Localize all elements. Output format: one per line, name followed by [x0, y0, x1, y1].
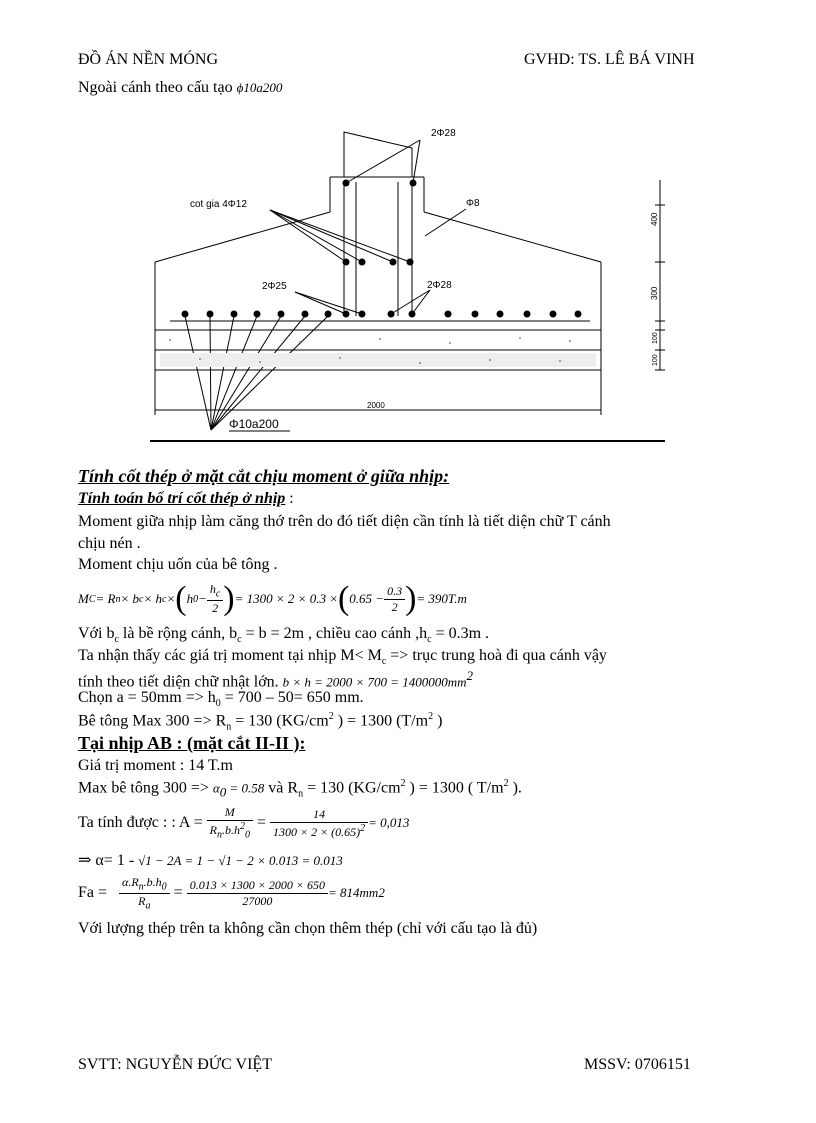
p7-sup: 2 [328, 711, 334, 722]
label-mid-bars-left: 2Φ25 [262, 281, 287, 292]
l5-num-sub2: 0 [161, 881, 167, 893]
l5-sup: 2 [378, 885, 385, 900]
p5-text: tính theo tiết diện chữ nhật lớn. [78, 673, 279, 691]
p7-b: = 130 (KG/cm [231, 712, 329, 730]
mc-minus: − [198, 591, 207, 606]
paragraph-3 [78, 625, 489, 645]
l3-a: Ta tính được : : A = [78, 814, 203, 831]
mc-part1-sub: n [115, 593, 121, 605]
mc-part2-sub: c [139, 593, 144, 605]
mc-frac [207, 582, 223, 615]
concrete-texture [160, 337, 596, 367]
p3-d: = 0.3m . [431, 625, 490, 642]
l2-c: = 130 (KG/cm [303, 779, 401, 797]
p7-sub: n [226, 721, 232, 733]
l3-num: M [207, 805, 253, 821]
l3-eq: = [252, 814, 270, 831]
subheading-suffix: : [285, 490, 294, 507]
label-bottom-mesh: Φ10a200 [229, 417, 279, 431]
p3-a: Với b [78, 625, 115, 642]
mc-result: = 390T.m [416, 591, 467, 606]
l5-num: α.R [122, 875, 139, 890]
l5-eq: = [169, 884, 187, 901]
l2-sup2: 2 [503, 778, 509, 789]
paragraph-5 [78, 668, 473, 691]
l5-num2: 0.013 × 1300 × 2000 × 650 [187, 878, 328, 894]
l5-frac2 [187, 878, 328, 909]
section2-line1: Giá trị moment : 14 T.m [78, 757, 233, 774]
l3-frac2 [270, 807, 368, 840]
l3-den-sup: 2 [239, 821, 245, 833]
mc-part3: × h [143, 591, 162, 606]
header-left: ĐỒ ÁN NỀN MÓNG [78, 51, 218, 68]
p4-a-sub: c [381, 656, 387, 668]
label-width-dim: 2000 [367, 401, 385, 410]
mc-h0-sub: 0 [193, 593, 199, 605]
paragraph-1b: chịu nén . [78, 535, 141, 552]
column-top-break [344, 132, 412, 177]
l2-e: ). [508, 779, 522, 797]
label-dim-400: 400 [650, 212, 659, 226]
p5-sup: 2 [466, 668, 474, 683]
l4-a: ⇒ α= 1 - [78, 852, 139, 869]
p7-sup2: 2 [428, 711, 434, 722]
mc-frac2-num: 0.3 [384, 584, 405, 600]
l2-sup: 2 [400, 778, 406, 789]
label-cot-gia: cot gia 4Φ12 [190, 199, 247, 210]
l5-res: = 814mm [328, 885, 379, 900]
section2-line5 [78, 871, 385, 915]
l2-a: Max bê tông 300 => [78, 779, 209, 797]
mc-formula: M C = R n × b c × h c × ( h 0 − $\frac{h_c}{2}$ ) = 1300 × 2 × 0.3 × ( 0.65 − $\frac{0.3}{2}$ ) = 390T.m [78, 580, 467, 617]
label-top-bars: 2Φ28 [431, 128, 456, 139]
l2-b: và R [268, 779, 299, 797]
paragraph-6 [78, 689, 364, 709]
mc-part1: = R [95, 591, 116, 606]
label-stirrup: Φ8 [466, 198, 480, 209]
mc-part3-sub: c [162, 593, 167, 605]
mc-part4: × [166, 591, 176, 606]
p5-formula: b × h = 2000 × 700 = 1400000mm [282, 674, 467, 690]
subheading-line [78, 490, 294, 508]
p3-b: là bề rộng cánh, b [118, 625, 238, 642]
section2-line2 [78, 778, 522, 801]
p7-a: Bê tông Max 300 => R [78, 712, 227, 730]
intro-formula: ϕ10a200 [236, 80, 283, 95]
l5-den-sub: a [145, 899, 151, 911]
l2-sub: n [298, 788, 304, 800]
p6-sub: 0 [215, 698, 221, 710]
l4-d: √1 − 2 × 0.013 [218, 853, 299, 868]
l3-den-sub2: 0 [244, 829, 250, 841]
p3-a-sub: c [114, 634, 119, 646]
section2-line6: Với lượng thép trên ta không cần chọn thêm thép (chỉ với cấu tạo là đủ) [78, 920, 538, 937]
section2-heading: Tại nhịp AB : (mặt cắt II-II ): [78, 733, 306, 753]
l2-d: ) = 1300 ( T/m [405, 779, 504, 797]
p7-c: ) = 1300 (T/m [333, 712, 429, 730]
l5-num-sub: n [138, 881, 144, 893]
section-heading: Tính cốt thép ở mặt cắt chịu moment ở giữa nhịp: [78, 466, 450, 486]
p4-a: Ta nhận thấy các giá trị moment tại nhịp M< M [78, 647, 382, 664]
l3-num2: 14 [270, 807, 368, 823]
l3-den-b: .b.h [221, 823, 240, 838]
l3-den2-sup: 2 [360, 822, 366, 834]
l4-e: = 0.013 [298, 853, 343, 868]
p7-d: ) [433, 712, 443, 730]
section2-line3 [78, 801, 409, 845]
l2-formula: α [212, 780, 220, 796]
footer-right: MSSV: 0706151 [584, 1056, 691, 1073]
mc-lhs-sub: C [88, 593, 96, 605]
mc-frac2-den: 2 [391, 599, 398, 614]
header-right: GVHD: TS. LÊ BÁ VINH [524, 51, 695, 68]
label-dim-300: 300 [650, 286, 659, 300]
mc-frac-num-sub: c [215, 588, 221, 600]
l5-den2: 27000 [242, 893, 273, 908]
mc-part2: × b [120, 591, 140, 606]
l3-den-sub: n [216, 829, 222, 841]
l2-formula-sub: 0 [219, 784, 227, 800]
l5-den: R [138, 893, 146, 908]
label-dim-100b: 100 [652, 354, 659, 366]
l5-frac1 [119, 875, 170, 911]
mc-inner: 0.65 − [349, 591, 385, 606]
label-dim-100a: 100 [652, 332, 659, 344]
paragraph-7 [78, 711, 442, 733]
paragraph-4 [78, 647, 607, 667]
paragraph-2: Moment chịu uốn của bê tông . [78, 556, 278, 573]
section2-line4 [78, 850, 343, 870]
foundation-drawing [0, 0, 816, 450]
l3-frac1 [207, 805, 253, 840]
p6-b: = 700 – 50= 650 mm. [220, 689, 364, 706]
p3-b-sub: c [237, 634, 242, 646]
paragraph-1: Moment giữa nhịp làm căng thớ trên do đó tiết diện cần tính là tiết diện chữ T cánh [78, 513, 611, 530]
p6-a: Chọn a = 50mm => h [78, 689, 216, 706]
p3-c: = b = 2m , chiều cao cánh ,h [241, 625, 428, 642]
l4-b: √1 − 2A [138, 853, 182, 868]
intro-text: Ngoài cánh theo cấu tạo [78, 79, 233, 96]
mc-mid: = 1300 × 2 × 0.3 × [234, 591, 338, 606]
p3-c-sub: c [427, 634, 432, 646]
mc-lhs: M [78, 591, 89, 606]
l5-a: Fa = [78, 884, 108, 901]
l3-den2: 1300 × 2 × (0.65) [272, 824, 361, 839]
subheading: Tính toán bố trí cốt thép ở nhịp [78, 490, 286, 507]
footer-left: SVTT: NGUYỄN ĐỨC VIỆT [78, 1056, 272, 1073]
l2-formula-b: = 0.58 [226, 780, 265, 796]
mc-frac2 [384, 584, 405, 615]
l4-c: = 1 − [181, 853, 219, 868]
mc-frac-num: h [209, 582, 216, 597]
label-mid-bars-right: 2Φ28 [427, 280, 452, 291]
mc-h0: h [186, 591, 194, 606]
mc-frac-den: 2 [212, 600, 219, 615]
l3-den: R [209, 823, 217, 838]
l3-res: = 0,013 [368, 815, 410, 830]
p4-b: => trục trung hoà đi qua cánh vậy [386, 647, 607, 664]
l5-num-b: .b.h [143, 875, 162, 890]
